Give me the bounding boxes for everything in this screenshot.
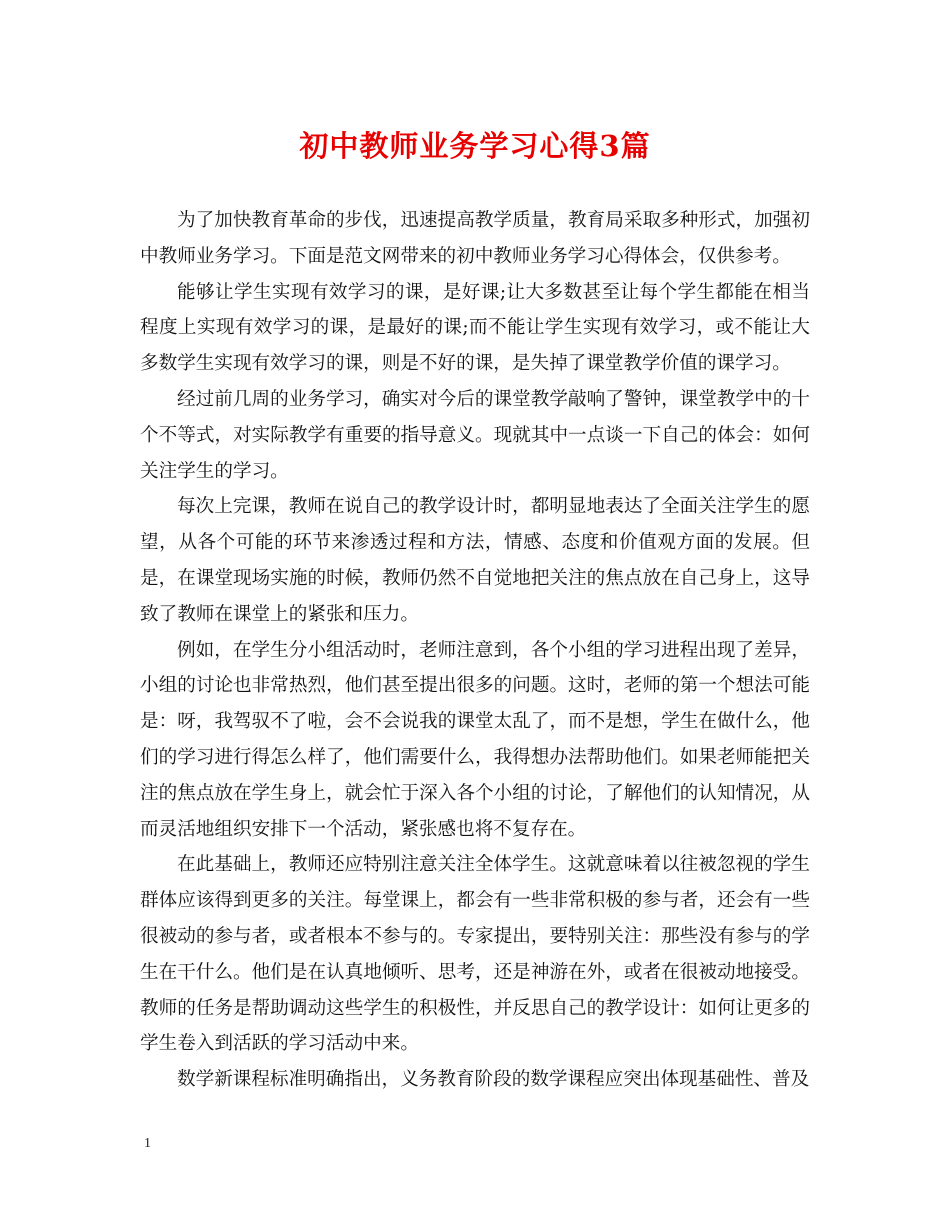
paragraph-1: 为了加快教育革命的步伐，迅速提高教学质量，教育局采取多种形式，加强初中教师业务学习。下面是范文网带来的初中教师业务学习心得体会，仅供参考。	[140, 210, 810, 267]
paragraph-2: 能够让学生实现有效学习的课，是好课;让大多数甚至让每个学生都能在相当程度上实现有效学习的课，是最好的课;而不能让学生实现有效学习，或不能让大多数学生实现有效学习的课，则是不好的课，是失掉了课堂教学价值的课学习。	[140, 281, 810, 375]
paragraph-4: 每次上完课，教师在说自己的教学设计时，都明显地表达了全面关注学生的愿望，从各个可能的环节来渗透过程和方法，情感、态度和价值观方面的发展。但是，在课堂现场实施的时候，教师仍然不自觉地把关注的焦点放在自己身上，这导致了教师在课堂上的紧张和压力。	[140, 496, 810, 625]
document-body	[140, 203, 810, 1098]
paragraph-3: 经过前几周的业务学习，确实对今后的课堂教学敲响了警钟，课堂教学中的十个不等式，对实际教学有重要的指导意义。现就其中一点谈一下自己的体会：如何关注学生的学习。	[140, 388, 810, 482]
paragraph-7: 数学新课程标准明确指出，义务教育阶段的数学课程应突出体现基础性、普及	[177, 1069, 810, 1091]
paragraph-6: 在此基础上，教师还应特别注意关注全体学生。这就意味着以往被忽视的学生群体应该得到更多的关注。每堂课上，都会有一些非常积极的参与者，还会有一些很被动的参与者，或者根本不参与的。专家提出，要特别关注：那些没有参与的学生在干什么。他们是在认真地倾听、思考，还是神游在外，或者在很被动地接受。教师的任务是帮助调动这些学生的积极性，并反思自己的教学设计：如何让更多的学生卷入到活跃的学习活动中来。	[140, 854, 810, 1055]
document-title: 初中教师业务学习心得3篇	[299, 129, 651, 163]
page-number: 1	[144, 1136, 151, 1151]
paragraph-5: 例如，在学生分小组活动时，老师注意到，各个小组的学习进程出现了差异，小组的讨论也非常热烈，他们甚至提出很多的问题。这时，老师的第一个想法可能是：呀，我驾驭不了啦，会不会说我的课堂太乱了，而不是想，学生在做什么，他们的学习进行得怎么样了，他们需要什么，我得想办法帮助他们。如果老师能把关注的焦点放在学生身上，就会忙于深入各个小组的讨论，了解他们的认知情况，从而灵活地组织安排下一个活动，紧张感也将不复存在。	[140, 639, 810, 840]
